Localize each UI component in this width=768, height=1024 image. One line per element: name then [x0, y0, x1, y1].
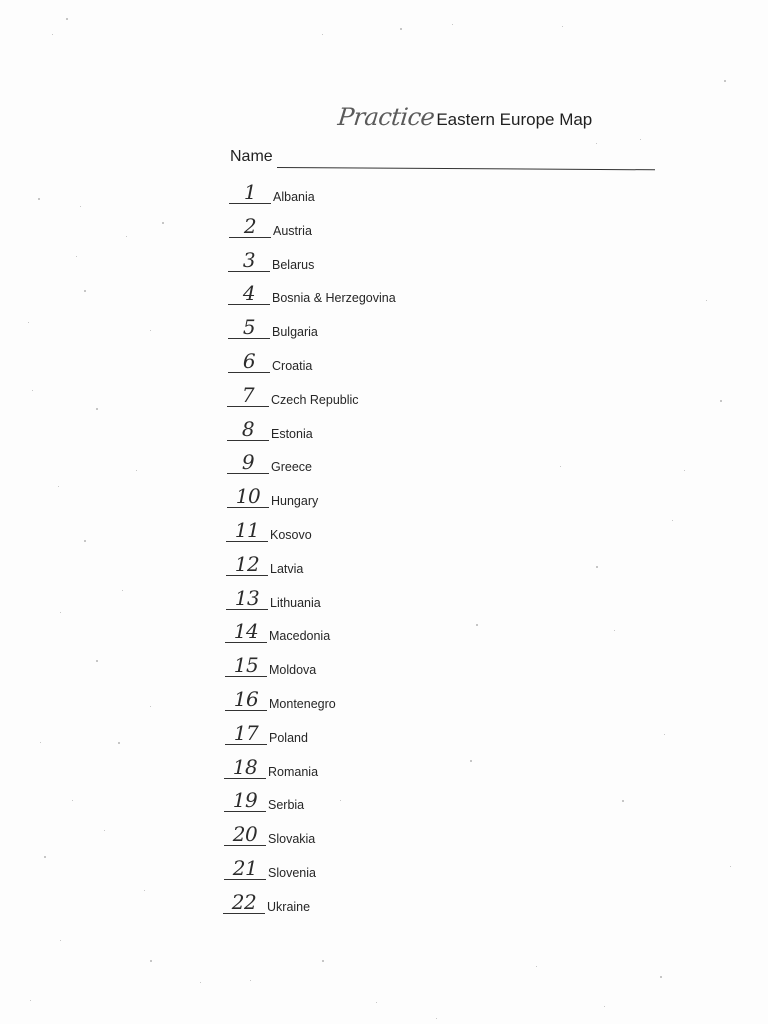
scan-speck [720, 400, 722, 402]
list-item [226, 588, 426, 616]
list-item [228, 317, 428, 345]
list-item [228, 351, 428, 379]
handwritten-answer: 9 [227, 451, 269, 474]
scan-speck [60, 612, 61, 613]
country-label: Estonia [271, 427, 313, 441]
list-item [225, 689, 425, 717]
country-label: Serbia [268, 798, 305, 812]
handwritten-answer: 8 [227, 418, 269, 441]
scan-speck [560, 466, 561, 467]
country-label: Kosovo [270, 528, 312, 542]
scan-speck [122, 590, 123, 591]
list-item [227, 486, 427, 514]
country-label: Slovakia [268, 832, 316, 846]
scan-speck [400, 28, 402, 30]
scan-speck [52, 34, 53, 35]
scan-speck [84, 290, 86, 292]
handwritten-answer: 12 [226, 553, 268, 576]
country-label: Lithuania [270, 596, 321, 610]
handwritten-answer: 18 [224, 756, 266, 779]
list-item [223, 892, 423, 920]
handwritten-answer: 15 [225, 654, 267, 677]
country-label: Belarus [272, 258, 315, 272]
scan-speck [664, 734, 665, 735]
country-label: Romania [268, 765, 319, 779]
country-label: Bulgaria [272, 325, 318, 339]
country-label: Ukraine [267, 900, 311, 914]
country-label: Austria [273, 224, 312, 238]
country-label: Bosnia & Herzegovina [272, 291, 396, 305]
name-blank-line [277, 167, 655, 170]
worksheet-title [338, 103, 592, 131]
country-label: Montenegro [269, 697, 336, 711]
handwritten-answer: 7 [227, 384, 269, 407]
scan-speck [706, 300, 707, 301]
country-label: Slovenia [268, 866, 316, 880]
scan-speck [32, 390, 33, 391]
scan-speck [604, 1006, 605, 1007]
list-item [226, 520, 426, 548]
handwritten-answer: 13 [226, 587, 268, 610]
country-label: Czech Republic [271, 393, 359, 407]
country-label: Moldova [269, 663, 317, 677]
scan-speck [80, 206, 81, 207]
scan-speck [596, 143, 597, 144]
handwritten-answer: 20 [224, 823, 266, 846]
scan-speck [60, 940, 61, 941]
scan-speck [136, 470, 137, 471]
scan-speck [596, 566, 598, 568]
scan-speck [452, 24, 453, 25]
scan-speck [724, 80, 726, 82]
list-item [225, 621, 425, 649]
scan-speck [622, 800, 624, 802]
country-label: Poland [269, 731, 308, 745]
scan-speck [144, 890, 145, 891]
scan-speck [660, 976, 662, 978]
handwritten-answer: 5 [228, 316, 270, 339]
scan-speck [40, 742, 41, 743]
scan-speck [322, 960, 324, 962]
list-item [226, 554, 426, 582]
handwritten-answer: 2 [229, 215, 271, 238]
scan-speck [614, 630, 615, 631]
scan-speck [30, 1000, 31, 1001]
scan-speck [730, 866, 731, 867]
scan-speck [684, 470, 685, 471]
handwritten-answer: 6 [228, 350, 270, 373]
country-label: Croatia [272, 359, 313, 373]
scan-speck [96, 660, 98, 662]
scan-speck [436, 1018, 437, 1019]
handwritten-answer: 21 [224, 857, 266, 880]
scan-speck [162, 222, 164, 224]
scan-speck [104, 830, 105, 831]
handwritten-answer: 16 [225, 688, 267, 711]
handwritten-answer: 10 [227, 485, 269, 508]
scan-speck [96, 408, 98, 410]
scan-speck [66, 18, 68, 20]
country-label: Hungary [271, 494, 319, 508]
printed-title: Eastern Europe Map [436, 110, 593, 129]
list-item [228, 250, 428, 278]
scan-speck [126, 236, 127, 237]
handwritten-answer: 19 [224, 789, 266, 812]
country-label: Greece [271, 460, 312, 474]
scan-speck [562, 26, 563, 27]
list-item [227, 419, 427, 447]
scan-speck [118, 742, 120, 744]
handwritten-answer: 14 [225, 620, 267, 643]
scan-speck [38, 198, 40, 200]
scan-speck [322, 34, 323, 35]
country-label: Albania [273, 190, 315, 204]
scan-speck [476, 624, 478, 626]
list-item [224, 790, 424, 818]
scan-speck [72, 800, 73, 801]
list-item [227, 385, 427, 413]
handwritten-answer: 22 [223, 891, 265, 914]
scan-speck [28, 322, 29, 323]
scan-speck [150, 330, 151, 331]
scan-speck [250, 980, 251, 981]
handwritten-title: Practice [336, 103, 436, 131]
list-item [224, 824, 424, 852]
name-label: Name [230, 148, 273, 165]
scan-speck [76, 256, 77, 257]
list-item [224, 757, 424, 785]
handwritten-answer: 4 [228, 282, 270, 305]
handwritten-answer: 17 [225, 722, 267, 745]
scan-speck [470, 760, 472, 762]
list-item [229, 216, 429, 244]
scan-speck [150, 960, 152, 962]
list-item [225, 723, 425, 751]
list-item [228, 283, 428, 311]
scan-speck [58, 486, 59, 487]
country-label: Macedonia [269, 629, 331, 643]
scan-speck [672, 520, 673, 521]
scan-speck [150, 706, 151, 707]
scan-speck [200, 982, 201, 983]
country-label: Latvia [270, 562, 304, 576]
list-item [229, 182, 429, 210]
handwritten-answer: 11 [226, 519, 268, 542]
list-item [225, 655, 425, 683]
scan-speck [44, 856, 46, 858]
scan-speck [84, 540, 86, 542]
list-item [224, 858, 424, 886]
scan-speck [376, 1002, 377, 1003]
scan-speck [640, 139, 641, 140]
handwritten-answer: 3 [228, 249, 270, 272]
handwritten-answer: 1 [229, 181, 271, 204]
scan-speck [536, 966, 537, 967]
list-item [227, 452, 427, 480]
